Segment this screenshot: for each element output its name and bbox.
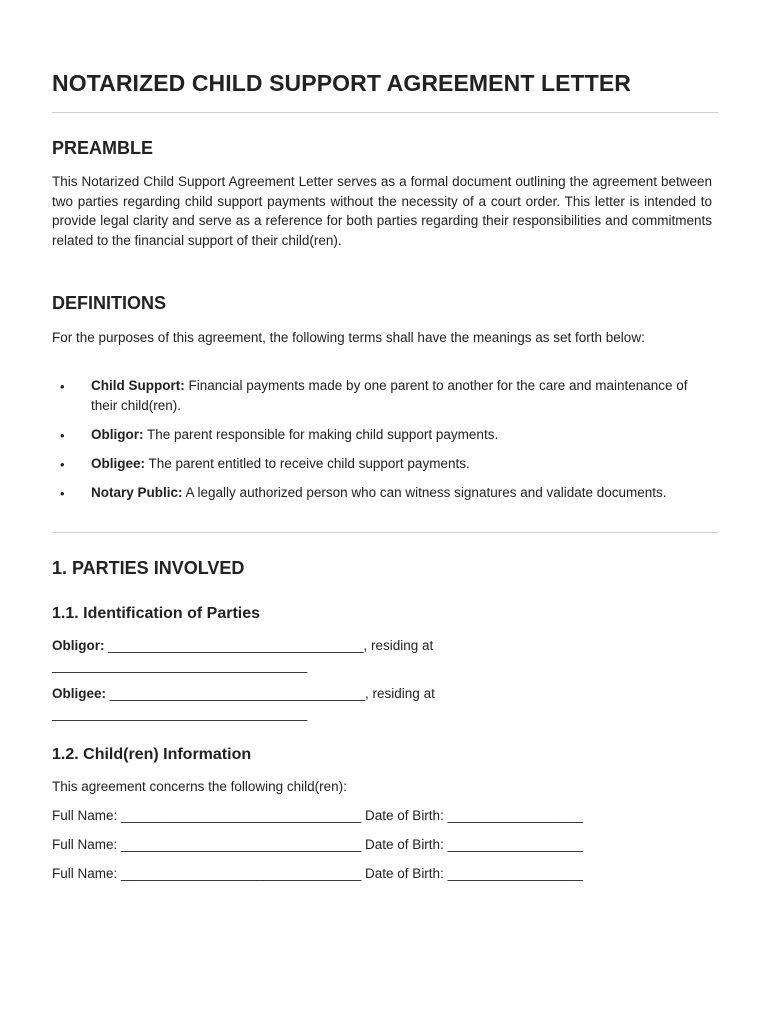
child-row (52, 806, 583, 826)
full-name-blank: ________________________________ (117, 808, 362, 823)
identification-heading: 1.1. Identification of Parties (52, 605, 261, 622)
full-name-label: Full Name: (52, 866, 118, 881)
definitions-list (52, 376, 712, 512)
list-item (52, 376, 712, 415)
obligor-line (52, 636, 433, 656)
obligor-label: Obligor: (52, 638, 105, 653)
document-title: NOTARIZED CHILD SUPPORT AGREEMENT LETTER (52, 70, 631, 96)
definition-term: Obligor: (91, 426, 144, 442)
preamble-text: This Notarized Child Support Agreement Letter serves as a formal document outlining the agreement between two parties regarding child support payments without the necessity of a court order. This letter is intended to provide legal clarity and serve as a reference for both parties regarding their responsibilities and commitments related to the financial support of their child(ren). (52, 174, 712, 248)
children-heading: 1.2. Child(ren) Information (52, 746, 252, 763)
child-row (52, 835, 583, 855)
list-item (52, 454, 712, 474)
full-name-label: Full Name: (52, 837, 118, 852)
bullet-icon: • (60, 379, 65, 394)
obligor-address-blank: __________________________________ (52, 658, 308, 673)
obligee-blank: __________________________________, residing at (106, 686, 435, 701)
definition-term: Notary Public: (91, 485, 183, 501)
definition-description: Financial payments made by one parent to another for the care and maintenance of their child(ren). (91, 378, 688, 413)
parties-heading: 1. PARTIES INVOLVED (52, 558, 245, 578)
obligee-address-blank: __________________________________ (52, 706, 308, 721)
obligee-label: Obligee: (52, 686, 107, 701)
section-divider (52, 532, 718, 533)
definitions-heading: DEFINITIONS (52, 293, 167, 313)
definition-term: Obligee: (91, 455, 146, 471)
dob-label: Date of Birth: (361, 837, 444, 852)
bullet-icon: • (60, 427, 65, 443)
dob-blank: __________________ (443, 808, 583, 823)
definition-description: A legally authorized person who can witness signatures and validate documents. (182, 485, 667, 501)
preamble-heading: PREAMBLE (52, 138, 154, 158)
obligee-line (52, 684, 435, 704)
children-intro: This agreement concerns the following child(ren): (52, 779, 347, 794)
dob-blank: __________________ (443, 866, 583, 881)
bullet-icon: • (60, 456, 65, 472)
dob-label: Date of Birth: (361, 866, 444, 881)
dob-label: Date of Birth: (361, 808, 444, 823)
definition-term: Child Support: (91, 378, 185, 393)
list-item (52, 425, 712, 445)
title-divider (52, 112, 718, 113)
obligor-blank: __________________________________, residing at (104, 638, 434, 653)
full-name-blank: ________________________________ (117, 866, 362, 881)
definitions-intro: For the purposes of this agreement, the following terms shall have the meanings as set forth below: (52, 330, 645, 345)
child-row (52, 864, 583, 884)
full-name-blank: ________________________________ (117, 837, 362, 852)
full-name-label: Full Name: (52, 808, 118, 823)
definition-description: The parent responsible for making child support payments. (143, 426, 499, 442)
definition-description: The parent entitled to receive child support payments. (145, 455, 470, 471)
list-item (52, 483, 712, 503)
bullet-icon: • (60, 486, 65, 502)
dob-blank: __________________ (443, 837, 583, 852)
